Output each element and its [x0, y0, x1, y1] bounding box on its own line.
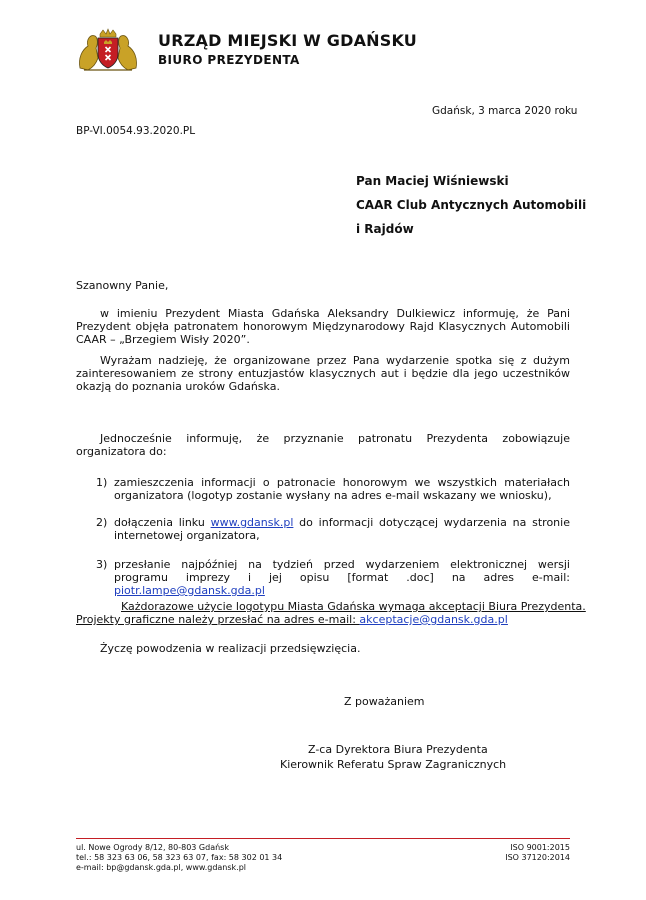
paragraph-patronage: w imieniu Prezydent Miasta Gdańska Aleksandry Dulkiewicz informuję, że Pani Prezydent objęła patronatem honorowym Międzynarodowy Rajd Klasycznych Automobili CAAR – „Brzegiem Wisły 2020”.	[76, 307, 570, 346]
recipient-organization: CAAR Club Antycznych Automobili	[356, 198, 587, 212]
iso-9001-label: ISO 9001:2015	[510, 843, 570, 852]
department-name: BIURO PREZYDENTA	[158, 53, 300, 67]
letter-date: Gdańsk, 3 marca 2020 roku	[432, 105, 578, 117]
footer-phones: tel.: 58 323 63 06, 58 323 63 07, fax: 58 302 01 34	[76, 853, 283, 862]
website-link[interactable]: www.gdansk.pl	[210, 516, 294, 529]
email-link-approval[interactable]: akceptacje@gdansk.gda.pl	[359, 613, 508, 626]
notice-line-2	[76, 613, 570, 626]
footer-certifications	[484, 843, 570, 863]
notice-line-2-text: Projekty graficzne należy przesłać na adres e-mail:	[76, 613, 360, 626]
signatory-position: Kierownik Referatu Spraw Zagranicznych	[280, 758, 507, 771]
closing-wishes: Życzę powodzenia w realizacji przedsięwzięcia.	[100, 642, 361, 655]
footer-emails: e-mail: bp@gdansk.gda.pl, www.gdansk.pl	[76, 863, 247, 872]
list-item-text: zamieszczenia informacji o patronacie honorowym we wszystkich materiałach organizatora (logotyp zostanie wysłany na adres e-mail wskazany we wniosku),	[114, 476, 570, 502]
list-item-number: 2)	[96, 516, 108, 529]
email-link-program[interactable]: piotr.lampe@gdansk.gda.pl	[114, 584, 265, 597]
gdansk-coat-of-arms-logo	[76, 28, 140, 72]
list-item	[96, 476, 570, 502]
list-item-text	[114, 516, 570, 542]
list-item	[96, 558, 570, 597]
signatory-title: Z-ca Dyrektora Biura Prezydenta	[308, 743, 488, 756]
logo-usage-notice	[76, 600, 586, 626]
list-item-number: 1)	[96, 476, 108, 489]
list-item-number: 3)	[96, 558, 108, 571]
list-item-text-post: do informacji dotyczącej wydarzenia na stronie internetowej organizatora,	[114, 516, 570, 542]
paragraph-hope: Wyrażam nadzieję, że organizowane przez Pana wydarzenie spotka się z dużym zainteresowaniem ze strony entuzjastów klasycznych aut i będzie dla jego uczestników okazją do poznania uroków Gdańska.	[76, 354, 570, 393]
list-item-text	[114, 558, 570, 597]
closing-phrase: Z poważaniem	[344, 695, 425, 708]
footer-contact	[76, 843, 282, 873]
paragraph-obligations: Jednocześnie informuję, że przyznanie patronatu Prezydenta zobowiązuje organizatora do:	[76, 432, 570, 458]
list-item-text-pre: dołączenia linku	[114, 516, 211, 529]
notice-line-1: Każdorazowe użycie logotypu Miasta Gdańska wymaga akceptacji Biura Prezydenta.	[121, 600, 586, 613]
reference-number: BP-VI.0054.93.2020.PL	[76, 125, 196, 137]
salutation: Szanowny Panie,	[76, 279, 169, 292]
footer-address: ul. Nowe Ogrody 8/12, 80-803 Gdańsk	[76, 843, 229, 852]
recipient-organization-cont: i Rajdów	[356, 222, 414, 236]
list-item	[96, 516, 570, 542]
iso-37120-label: ISO 37120:2014	[505, 853, 570, 862]
recipient-name: Pan Maciej Wiśniewski	[356, 174, 509, 188]
footer-divider	[76, 838, 570, 839]
organization-name: URZĄD MIEJSKI W GDAŃSKU	[158, 31, 417, 50]
list-item-text-pre: przesłanie najpóźniej na tydzień przed wydarzeniem elektronicznej wersji programu imprezy i jej opisu [format .doc] na adres e-mail:	[114, 558, 570, 584]
